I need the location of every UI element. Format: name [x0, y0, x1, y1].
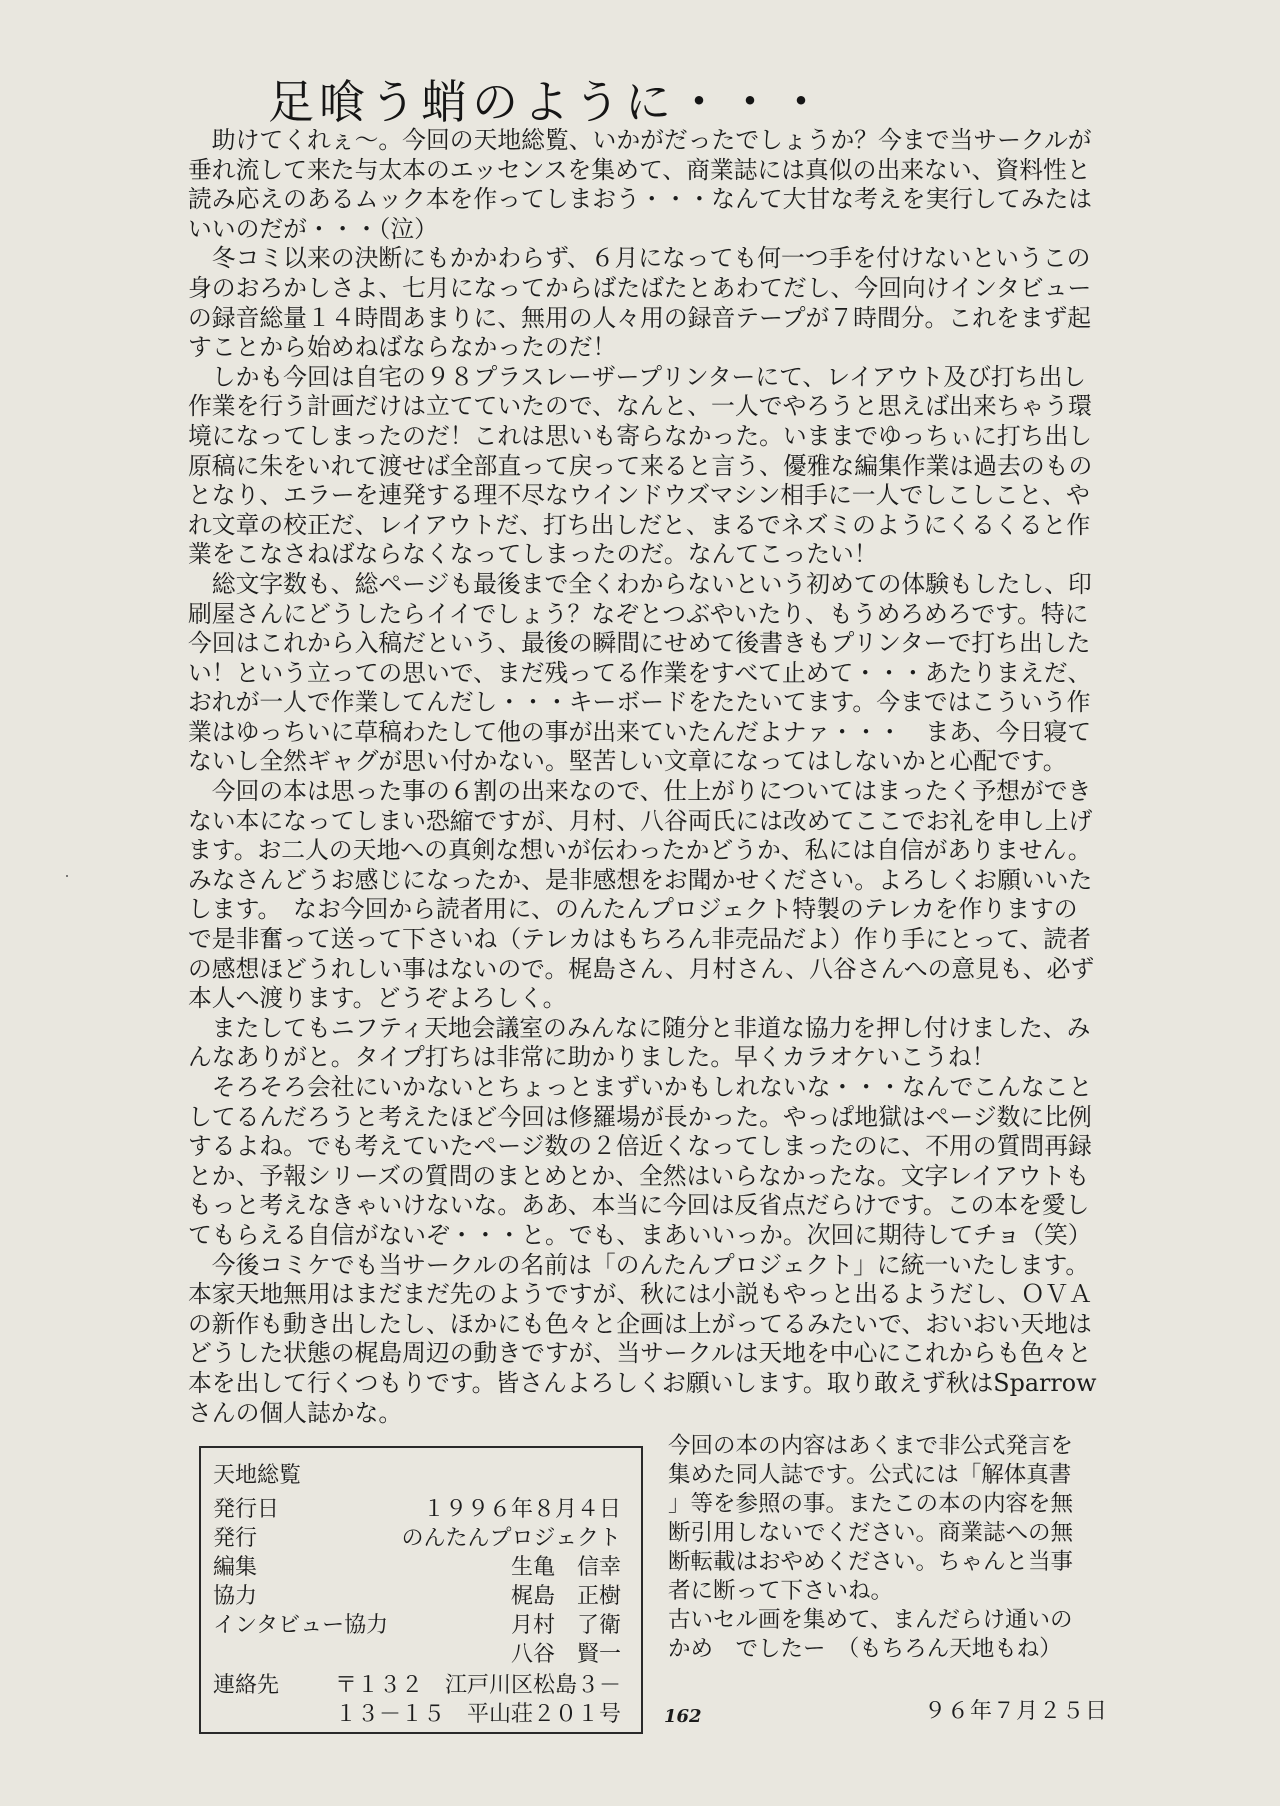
- body-line: そろそろ会社にいかないとちょっとまずいかもしれないな・・・なんでこんなこと: [188, 1073, 1093, 1101]
- body-line: おれが一人で作業してんだし・・・キーボードをたたいてます。今まではこういう作: [188, 688, 1091, 717]
- colophon-value: のんたんプロジェクト: [401, 1526, 621, 1551]
- body-line: どうした状態の梶島周辺の動きですが、当サークルは天地を中心にこれからも色々と: [188, 1339, 1092, 1368]
- colophon-value: 八谷 賢一: [510, 1642, 621, 1667]
- body-line: 今回の本は思った事の６割の出来なので、仕上がりについてはまったく予想ができ: [188, 777, 1092, 806]
- body-line: するよね。でも考えていたページ数の２倍近くなってしまったのに、不用の質問再録: [188, 1132, 1092, 1161]
- body-line: の録音総量１４時間あまりに、無用の人々用の録音テープが７時間分。これをまず起: [188, 303, 1092, 332]
- body-line: します。 なお今回から読者用に、のんたんプロジェクト特製のテレカを作りますの: [188, 895, 1078, 924]
- body-line: 今回はこれから入稿だという、最後の瞬間にせめて後書きもプリンターで打ち出した: [188, 629, 1091, 658]
- body-line: い！という立っての思いで、まだ残ってる作業をすべて止めて・・・あたりまえだ、: [188, 658, 1092, 687]
- body-line: 冬コミ以来の決断にもかかわらず、６月になっても何一つ手を付けないというこの: [188, 244, 1091, 273]
- body-line: 今後コミケでも当サークルの名前は「のんたんプロジェクト」に統一いたします。: [188, 1250, 1090, 1279]
- notice-line: 今回の本の内容はあくまで非公式発言を: [668, 1433, 1074, 1459]
- body-line: 読み応えのあるムック本を作ってしまおう・・・なんて大甘な考えを実行してみたは: [188, 185, 1093, 214]
- body-line: 垂れ流して来た与太本のエッセンスを集めて、商業誌には真似の出来ない、資料性と: [188, 155, 1091, 184]
- body-line: 業はゆっちいに草稿わたして他の事が出来ていたんだよナァ・・・ まあ、今日寝て: [188, 717, 1092, 746]
- body-line: 本家天地無用はまだまだ先のようですが、秋には小説もやっと出るようだし、ＯＶＡ: [188, 1280, 1093, 1309]
- body-line: の新作も動き出したし、ほかにも色々と企画は上がってるみたいで、おいおい天地は: [188, 1309, 1092, 1338]
- body-line: の感想ほどうれしい事はないので。梶島さん、月村さん、八谷さんへの意見も、必ず: [188, 954, 1095, 983]
- body-line: 刷屋さんにどうしたらイイでしょう？なぞとつぶやいたり、もうめろめろです。特に: [188, 599, 1089, 628]
- colophon-value: １３－１５ 平山荘２０１号: [334, 1702, 621, 1727]
- afterword-body: [188, 126, 1128, 1428]
- body-line: となり、エラーを連発する理不尽なウインドウズマシン相手に一人でしこしこと、や: [188, 481, 1090, 510]
- date-written: ９６年７月２５日: [924, 1699, 1109, 1724]
- notice-line: 集めた同人誌です。公式には「解体真書: [668, 1462, 1072, 1488]
- colophon-label: 発行: [213, 1526, 258, 1551]
- colophon-value: 生亀 信幸: [510, 1555, 621, 1580]
- colophon-label: 連絡先: [213, 1673, 280, 1698]
- body-line: 作業を行う計画だけは立てていたので、なんと、一人でやろうと思えば出来ちゃう環: [188, 392, 1092, 421]
- body-line: 身のおろかしさよ、七月になってからばたばたとあわてだし、今回向けインタビュー: [188, 273, 1092, 302]
- body-line: してるんだろうと考えたほど今回は修羅場が長かった。やっぱ地獄はページ数に比例: [188, 1102, 1092, 1131]
- colophon-row: [213, 1550, 621, 1578]
- body-line: しかも今回は自宅の９８プラスレーザープリンターにて、レイアウト及び打ち出し: [188, 362, 1087, 391]
- body-line: んなありがと。タイプ打ちは非常に助かりました。早くカラオケいこうね！: [188, 1043, 996, 1072]
- colophon-row: [213, 1637, 621, 1665]
- body-line: さんの個人誌かな。: [188, 1398, 403, 1427]
- notice-line: 古いセル画を集めて、まんだらけ通いの: [668, 1607, 1073, 1633]
- colophon-row: [213, 1697, 621, 1725]
- body-line: すことから始めねばならなかったのだ！: [188, 333, 617, 362]
- body-line: 本を出して行くつもりです。皆さんよろしくお願いします。取り敢えず秋はSparrow: [188, 1368, 1097, 1397]
- notice-line: 断転載はおやめください。ちゃんと当事: [668, 1549, 1074, 1575]
- colophon-row: [213, 1668, 621, 1696]
- body-line: もっと考えなきゃいけないな。ああ、本当に今回は反省点だらけです。この本を愛し: [188, 1191, 1090, 1220]
- body-line: 原稿に朱をいれて渡せば全部直って戻って来ると言う、優雅な編集作業は過去のもの: [188, 451, 1093, 480]
- colophon-value: 梶島 正樹: [510, 1584, 621, 1609]
- body-line: れ文章の校正だ、レイアウトだ、打ち出しだと、まるでネズミのようにくるくると作: [188, 510, 1091, 539]
- body-line: とか、予報シリーズの質問のまとめとか、全然はいらなかったな。文字レイアウトも: [188, 1161, 1090, 1190]
- body-line: 業をこなさねばならなくなってしまったのだ。なんてこったい！: [188, 540, 878, 569]
- body-line: 総文字数も、総ページも最後まで全くわからないという初めての体験もしたし、印: [188, 569, 1092, 598]
- colophon-box: [199, 1446, 643, 1734]
- body-line: 助けてくれぇ～。今回の天地総覧、いかがだったでしょうか？今まで当サークルが: [188, 126, 1092, 154]
- body-line: ます。お二人の天地への真剣な想いが伝わったかどうか、私には自信がありません。: [188, 836, 1092, 865]
- colophon-label: 協力: [213, 1584, 258, 1609]
- colophon-label: 発行日: [213, 1497, 280, 1522]
- notice-line: かめ でしたー （もちろん天地もね）: [668, 1636, 1062, 1662]
- body-line: みなさんどうお感じになったか、是非感想をお聞かせください。よろしくお願いいた: [188, 865, 1093, 894]
- page-number: 162: [664, 1706, 702, 1727]
- body-line: ないし全然ギャグが思い付かない。堅苦しい文章になってはしないかと心配です。: [188, 747, 1067, 776]
- colophon-value: １９９６年８月４日: [422, 1497, 621, 1522]
- colophon-row: [213, 1521, 621, 1549]
- body-line: で是非奮って送って下さいね（テレカはもちろん非売品だよ）作り手にとって、読者: [188, 925, 1091, 954]
- scan-speck: [66, 875, 68, 877]
- colophon-label: インタビュー協力: [213, 1613, 389, 1638]
- colophon-book-title: 天地総覧: [213, 1463, 302, 1488]
- notice-line: 者に断って下さいね。: [668, 1578, 894, 1604]
- body-line: てもらえる自信がないぞ・・・と。でも、まあいいっか。次回に期待してチョ（笑）: [188, 1220, 1092, 1249]
- colophon-row: [213, 1492, 621, 1520]
- colophon-row: [213, 1579, 621, 1607]
- copyright-notice: [668, 1432, 1138, 1664]
- body-line: 本人へ渡ります。どうぞよろしく。: [188, 984, 567, 1013]
- page-title: 足喰う蛸のように・・・: [268, 75, 829, 129]
- colophon-label: 編集: [213, 1555, 258, 1580]
- body-line: またしてもニフティ天地会議室のみんなに随分と非道な協力を押し付けました、み: [188, 1013, 1091, 1042]
- body-line: ない本になってしまい恐縮ですが、月村、八谷両氏には改めてここでお礼を申し上げ: [188, 806, 1093, 835]
- colophon-value: 〒１３２ 江戸川区松島３－: [334, 1673, 621, 1698]
- notice-line: 」等を参照の事。またこの本の内容を無: [668, 1491, 1074, 1517]
- colophon-value: 月村 了衛: [510, 1613, 621, 1638]
- body-line: 境になってしまったのだ！これは思いも寄らなかった。いままでゆっちぃに打ち出し: [188, 421, 1093, 450]
- body-line: いいのだが・・・（泣）: [188, 214, 438, 243]
- notice-line: 断引用しないでください。商業誌への無: [668, 1520, 1074, 1546]
- colophon-row: [213, 1608, 621, 1636]
